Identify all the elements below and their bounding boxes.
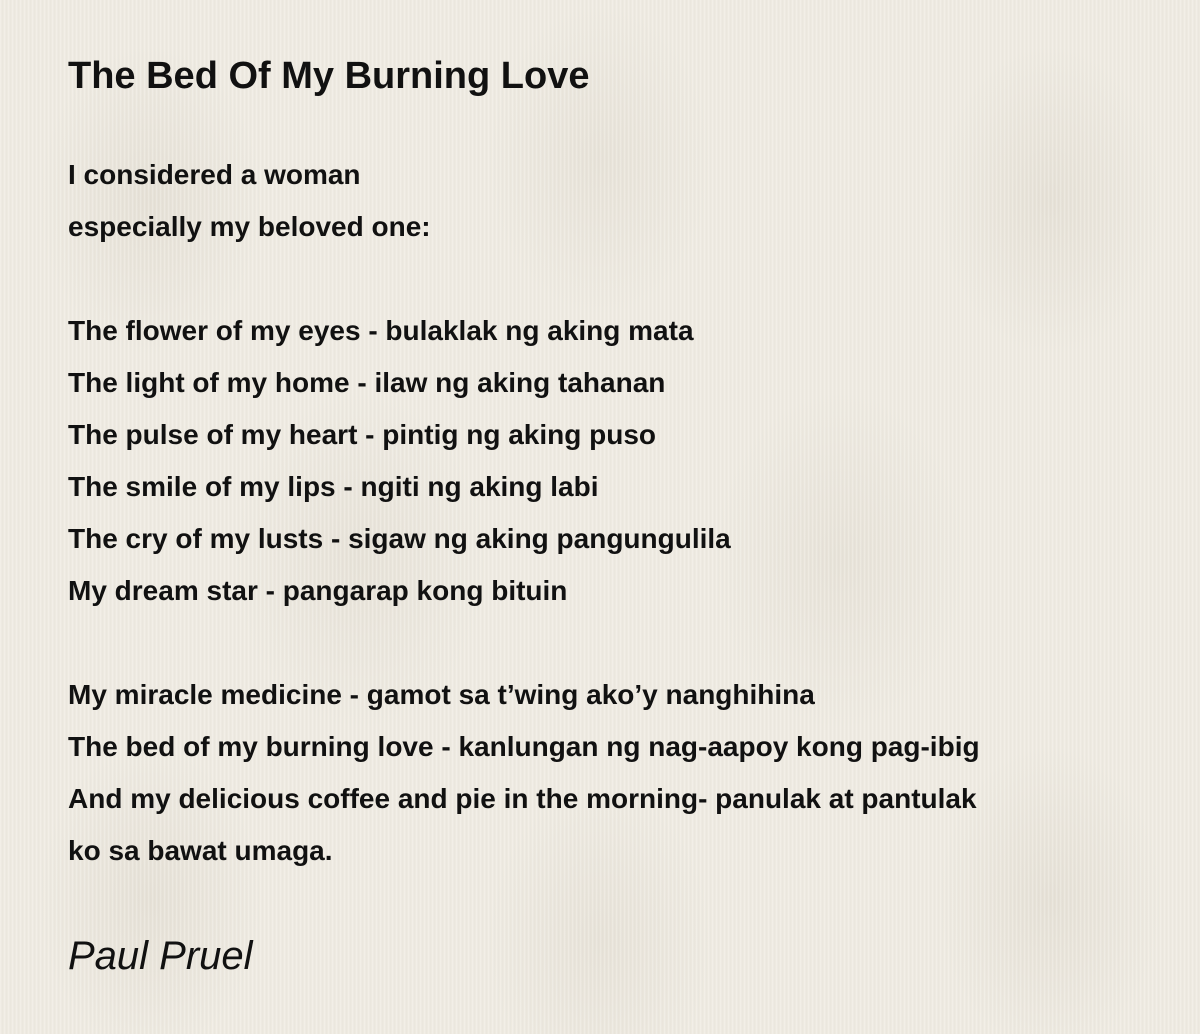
poem-line: I considered a woman [68,159,361,190]
stanza-break [68,617,1178,669]
poem-line: The cry of my lusts - sigaw ng aking pangungulila [68,523,731,554]
poem-line: especially my beloved one: [68,211,431,242]
poem-line: The pulse of my heart - pintig ng aking puso [68,419,657,450]
poem-body [68,149,1178,877]
poem-line: My miracle medicine - gamot sa t’wing ako’y nanghihina [68,679,815,710]
poem-line: The flower of my eyes - bulaklak ng aking mata [68,315,694,346]
poem-line: The bed of my burning love - kanlungan ng nag-aapoy kong pag-ibig [68,731,980,762]
poem-line: And my delicious coffee and pie in the morning- panulak at pantulak [68,783,977,814]
poem-line: The light of my home - ilaw ng aking tahanan [68,367,666,398]
stanza-1 [68,149,1178,253]
poem-author: Paul Pruel [68,934,253,978]
stanza-break [68,253,1178,305]
stanza-2 [68,305,1178,617]
poem-line: The smile of my lips - ngiti ng aking labi [68,471,599,502]
poem-title: The Bed Of My Burning Love [68,55,590,97]
stanza-3 [68,669,1178,877]
poem-line: ko sa bawat umaga. [68,835,333,866]
poem-line: My dream star - pangarap kong bituin [68,575,568,606]
